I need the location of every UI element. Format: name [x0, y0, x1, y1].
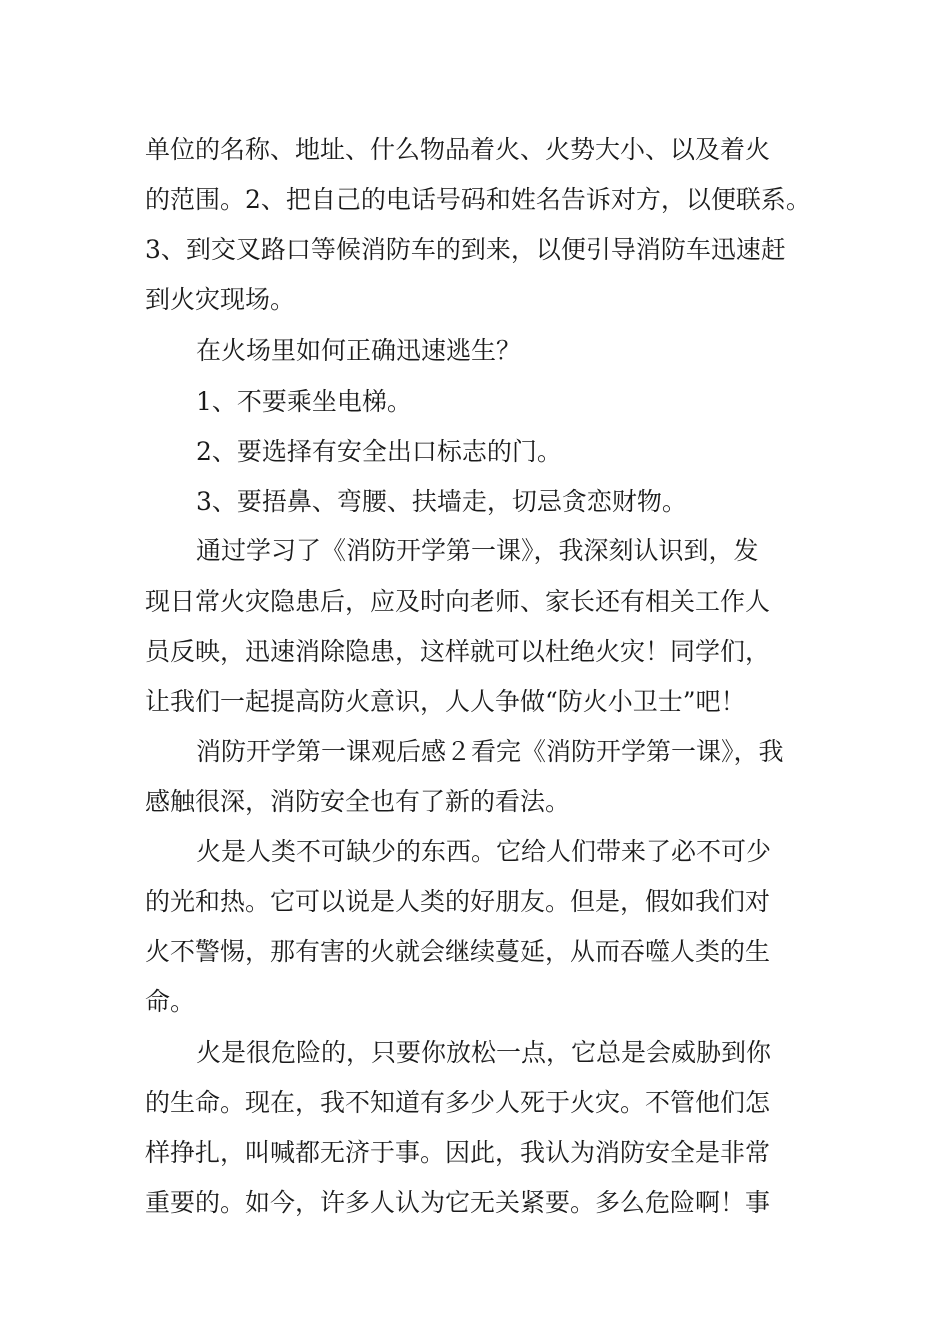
- text-line: 让我们一起提高防火意识，人人争做“防火小卫士”吧！: [145, 687, 746, 716]
- list-item: 1、不要乘坐电梯。: [196, 387, 412, 416]
- text-line: 3、到交叉路口等候消防车的到来，以便引导消防车迅速赶: [145, 235, 786, 264]
- text-line: 到火灾现场。: [145, 285, 296, 314]
- text-line: 的范围。2、把自己的电话号码和姓名告诉对方，以便联系。: [145, 185, 811, 214]
- section-heading: 在火场里如何正确迅速逃生？: [196, 336, 522, 365]
- text-line: 火是很危险的，只要你放松一点，它总是会威胁到你: [196, 1038, 772, 1067]
- text-line: 样挣扎，叫喊都无济于事。因此，我认为消防安全是非常: [145, 1138, 771, 1167]
- text-line: 现日常火灾隐患后，应及时向老师、家长还有相关工作人: [145, 587, 771, 616]
- text-line: 重要的。如今，许多人认为它无关紧要。多么危险啊！事: [145, 1188, 771, 1217]
- list-item: 2、要选择有安全出口标志的门。: [196, 437, 562, 466]
- text-line: 感触很深，消防安全也有了新的看法。: [145, 787, 571, 816]
- text-line: 命。: [145, 987, 196, 1016]
- text-line: 的光和热。它可以说是人类的好朋友。但是，假如我们对: [145, 887, 771, 916]
- text-line: 消防开学第一课观后感２看完《消防开学第一课》，我: [196, 737, 784, 766]
- text-line: 员反映，迅速消除隐患，这样就可以杜绝火灾！同学们，: [145, 637, 771, 666]
- text-line: 火是人类不可缺少的东西。它给人们带来了必不可少: [196, 837, 772, 866]
- text-line: 火不警惕，那有害的火就会继续蔓延，从而吞噬人类的生: [145, 937, 771, 966]
- list-item: 3、要捂鼻、弯腰、扶墙走，切忌贪恋财物。: [196, 487, 687, 516]
- text-line: 单位的名称、地址、什么物品着火、火势大小、以及着火: [145, 135, 771, 164]
- text-line: 通过学习了《消防开学第一课》，我深刻认识到，发: [196, 536, 759, 565]
- text-line: 的生命。现在，我不知道有多少人死于火灾。不管他们怎: [145, 1088, 771, 1117]
